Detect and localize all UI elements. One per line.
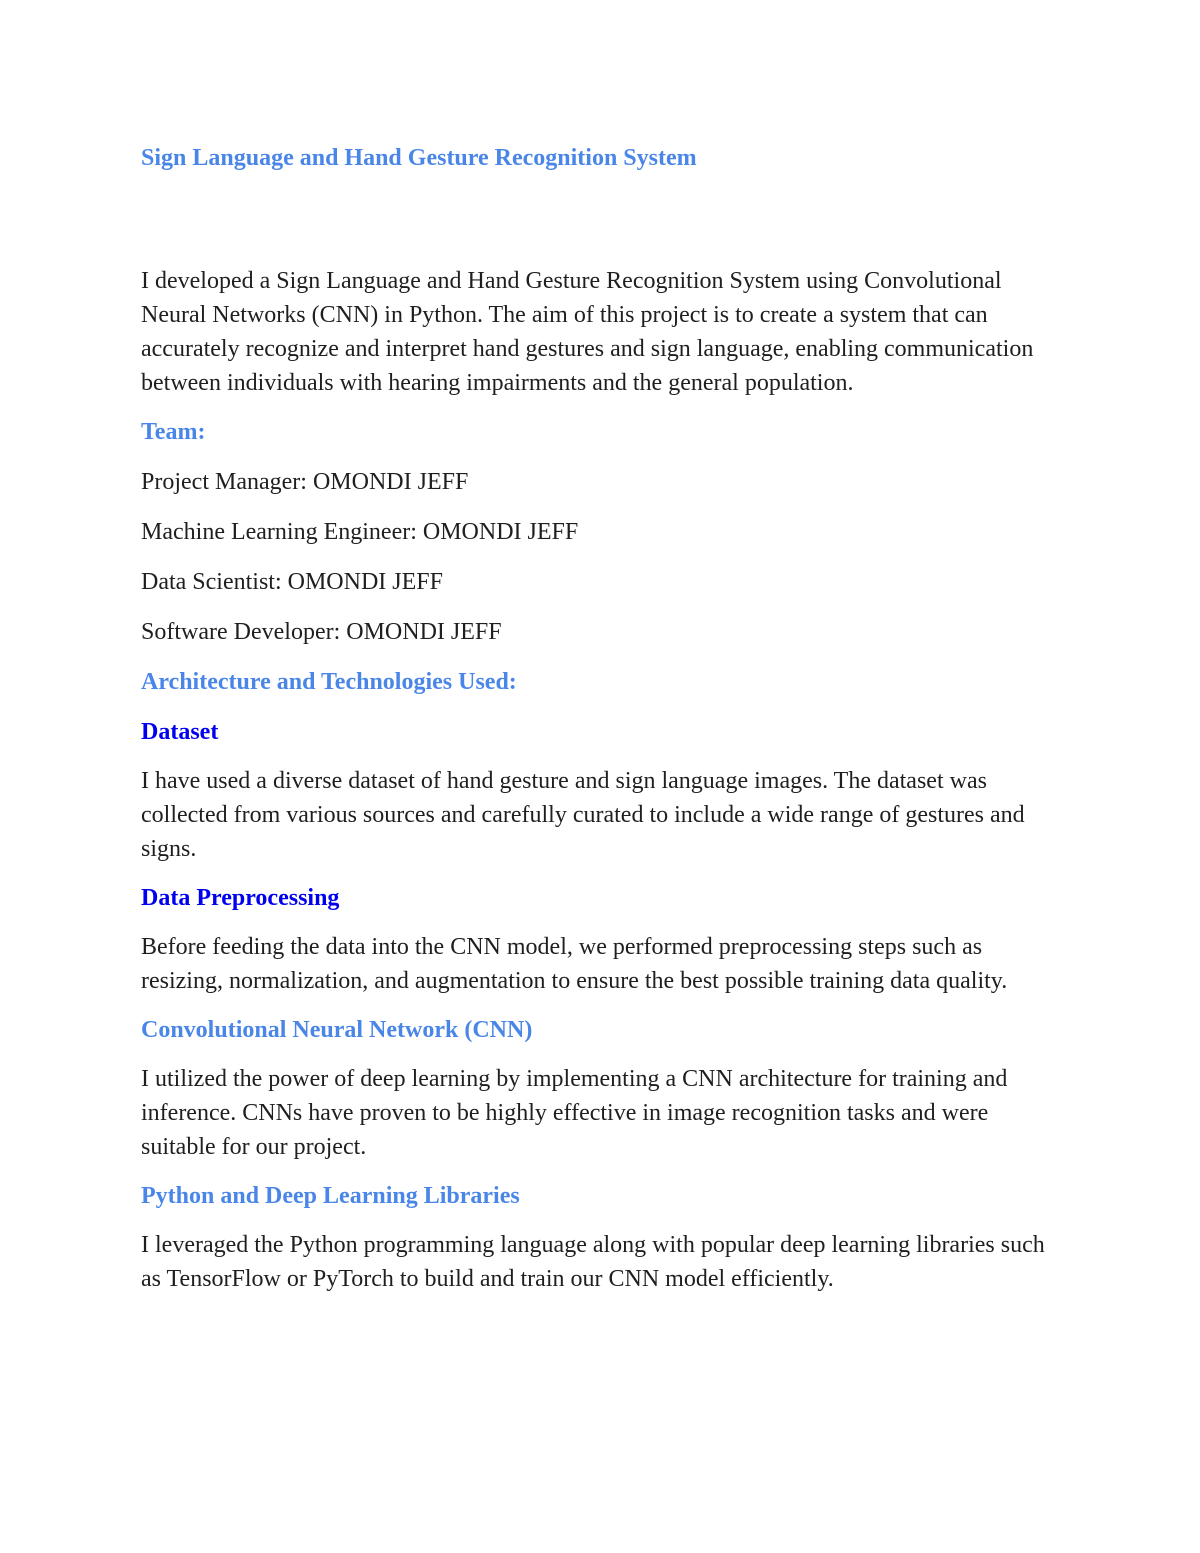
preprocessing-heading: Data Preprocessing	[141, 885, 340, 911]
team-member-data-scientist: Data Scientist: OMONDI JEFF	[141, 569, 443, 595]
team-member-software-developer: Software Developer: OMONDI JEFF	[141, 619, 502, 645]
cnn-paragraph: I utilized the power of deep learning by implementing a CNN architecture for training and inference. CNNs have proven to be highly effective in image recognition tasks and were suitable for our project.	[141, 1066, 1008, 1160]
preprocessing-paragraph: Before feeding the data into the CNN model, we performed preprocessing steps such as resizing, normalization, and augmentation to ensure the best possible training data quality.	[141, 934, 1008, 994]
architecture-heading: Architecture and Technologies Used:	[141, 669, 517, 695]
intro-paragraph: I developed a Sign Language and Hand Gesture Recognition System using Convolutional Neural Networks (CNN) in Python. The aim of this project is to create a system that can accurately recognize and interpret hand gestures and sign language, enabling communication between individuals with hearing impairments and the general population.	[141, 268, 1034, 396]
cnn-heading: Convolutional Neural Network (CNN)	[141, 1017, 533, 1043]
team-member-project-manager: Project Manager: OMONDI JEFF	[141, 469, 469, 495]
libraries-paragraph: I leveraged the Python programming language along with popular deep learning libraries such as TensorFlow or PyTorch to build and train our CNN model efficiently.	[141, 1232, 1045, 1292]
dataset-heading: Dataset	[141, 719, 219, 745]
team-member-ml-engineer: Machine Learning Engineer: OMONDI JEFF	[141, 519, 579, 545]
document-title: Sign Language and Hand Gesture Recognition System	[141, 145, 697, 171]
team-heading: Team:	[141, 419, 206, 445]
libraries-heading: Python and Deep Learning Libraries	[141, 1183, 520, 1209]
dataset-paragraph: I have used a diverse dataset of hand gesture and sign language images. The dataset was collected from various sources and carefully curated to include a wide range of gestures and signs.	[141, 768, 1025, 862]
document-body	[141, 140, 1056, 1296]
